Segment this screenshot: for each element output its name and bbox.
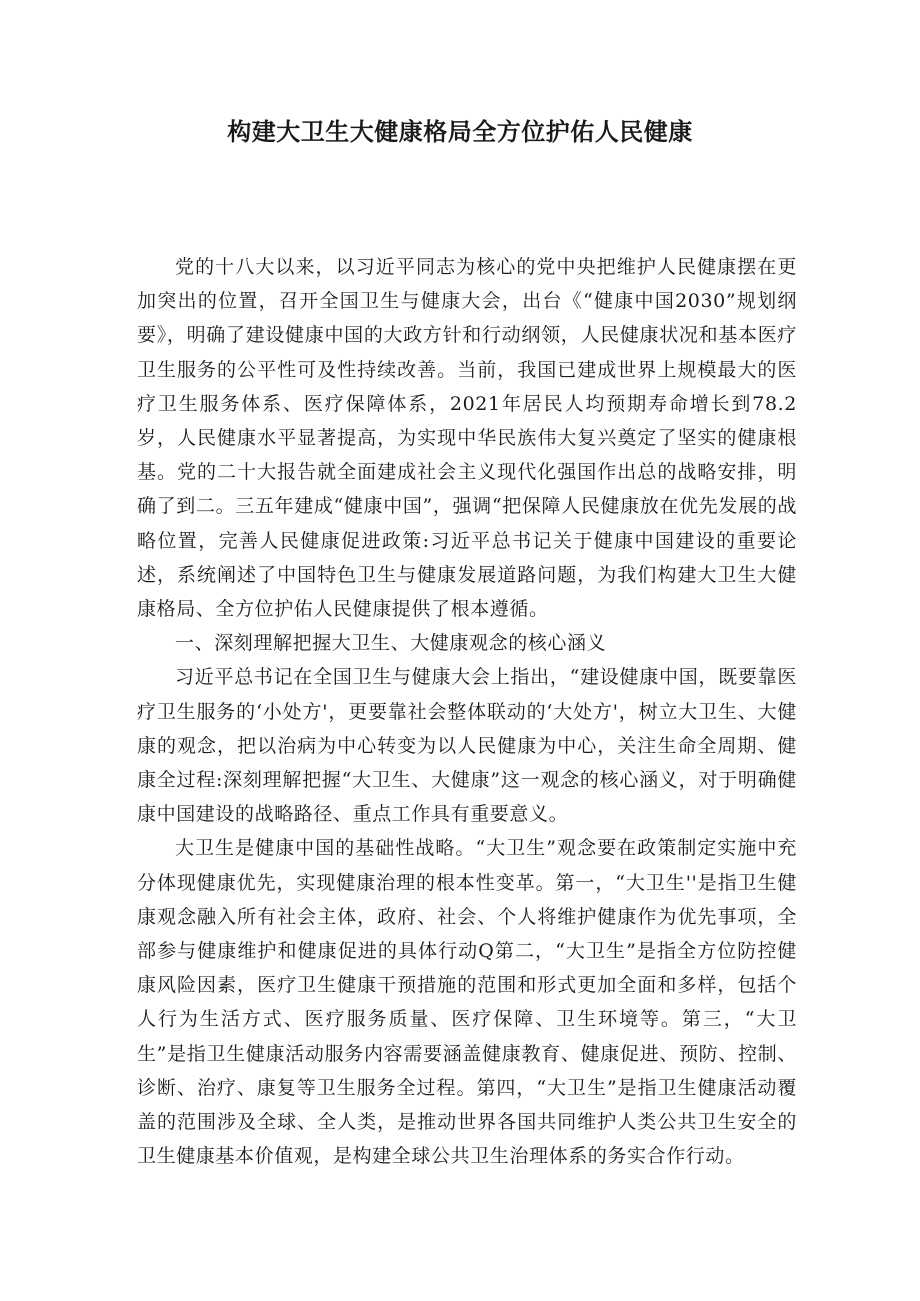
paragraph-da-weisheng: 大卫生是健康中国的基础性战略。“大卫生”观念要在政策制定实施中充分体现健康优先，实现健康治理的根本性变革。第一，“大卫生''是指卫生健康观念融入所有社会主体，政府、社会、个人将维护健康作为优先事项，全部参与健康维护和健康促进的具体行动Q第二，“大卫生”是指全方位防控健康风险因素，医疗卫生健康干预措施的范围和形式更加全面和多样，包括个人行为生活方式、医疗服务质量、医疗保障、卫生环境等。第三，“大卫生”是指卫生健康活动服务内容需要涵盖健康教育、健康促进、预防、控制、诊断、治疗、康复等卫生服务全过程。第四，“大卫生”是指卫生健康活动覆盖的范围涉及全球、全人类，是推动世界各国共同维护人类公共卫生安全的卫生健康基本价值观，是构建全球公共卫生治理体系的务实合作行动。 (137, 837, 797, 1168)
paragraph-quote: 习近平总书记在全国卫生与健康大会上指出，“建设健康中国，既要靠医疗卫生服务的‘小处方'，更要靠社会整体联动的‘大处方'，树立大卫生、大健康的观念，把以治病为中心转变为以人民健康为中心，关注生命全周期、健康全过程:深刻理解把握“大卫生、大健康”这一观念的核心涵义，对于明确健康中国建设的战略路径、重点工作具有重要意义。 (137, 666, 797, 826)
section-heading-1: 一、深刻理解把握大卫生、大健康观念的核心涵义 (175, 632, 607, 655)
document-body (137, 250, 797, 1173)
document-title: 构建大卫生大健康格局全方位护佑人民健康 (227, 118, 693, 146)
paragraph-intro: 党的十八大以来，以习近平同志为核心的党中央把维护人民健康摆在更加突出的位置，召开全国卫生与健康大会，出台《“健康中国2030”规划纲要》，明确了建设健康中国的大政方针和行动纲领，人民健康状况和基本医疗卫生服务的公平性可及性持续改善。当前，我国已建成世界上规模最大的医疗卫生服务体系、医疗保障体系，2021年居民人均预期寿命增长到78.2岁，人民健康水平显著提高，为实现中华民族伟大复兴奠定了坚实的健康根基。党的二十大报告就全面建成社会主义现代化强国作出总的战略安排，明确了到二。三五年建成“健康中国”，强调“把保障人民健康放在优先发展的战略位置，完善人民健康促进政策:习近平总书记关于健康中国建设的重要论述，系统阐述了中国特色卫生与健康发展道路问题，为我们构建大卫生大健康格局、全方位护佑人民健康提供了根本遵循。 (137, 256, 797, 621)
